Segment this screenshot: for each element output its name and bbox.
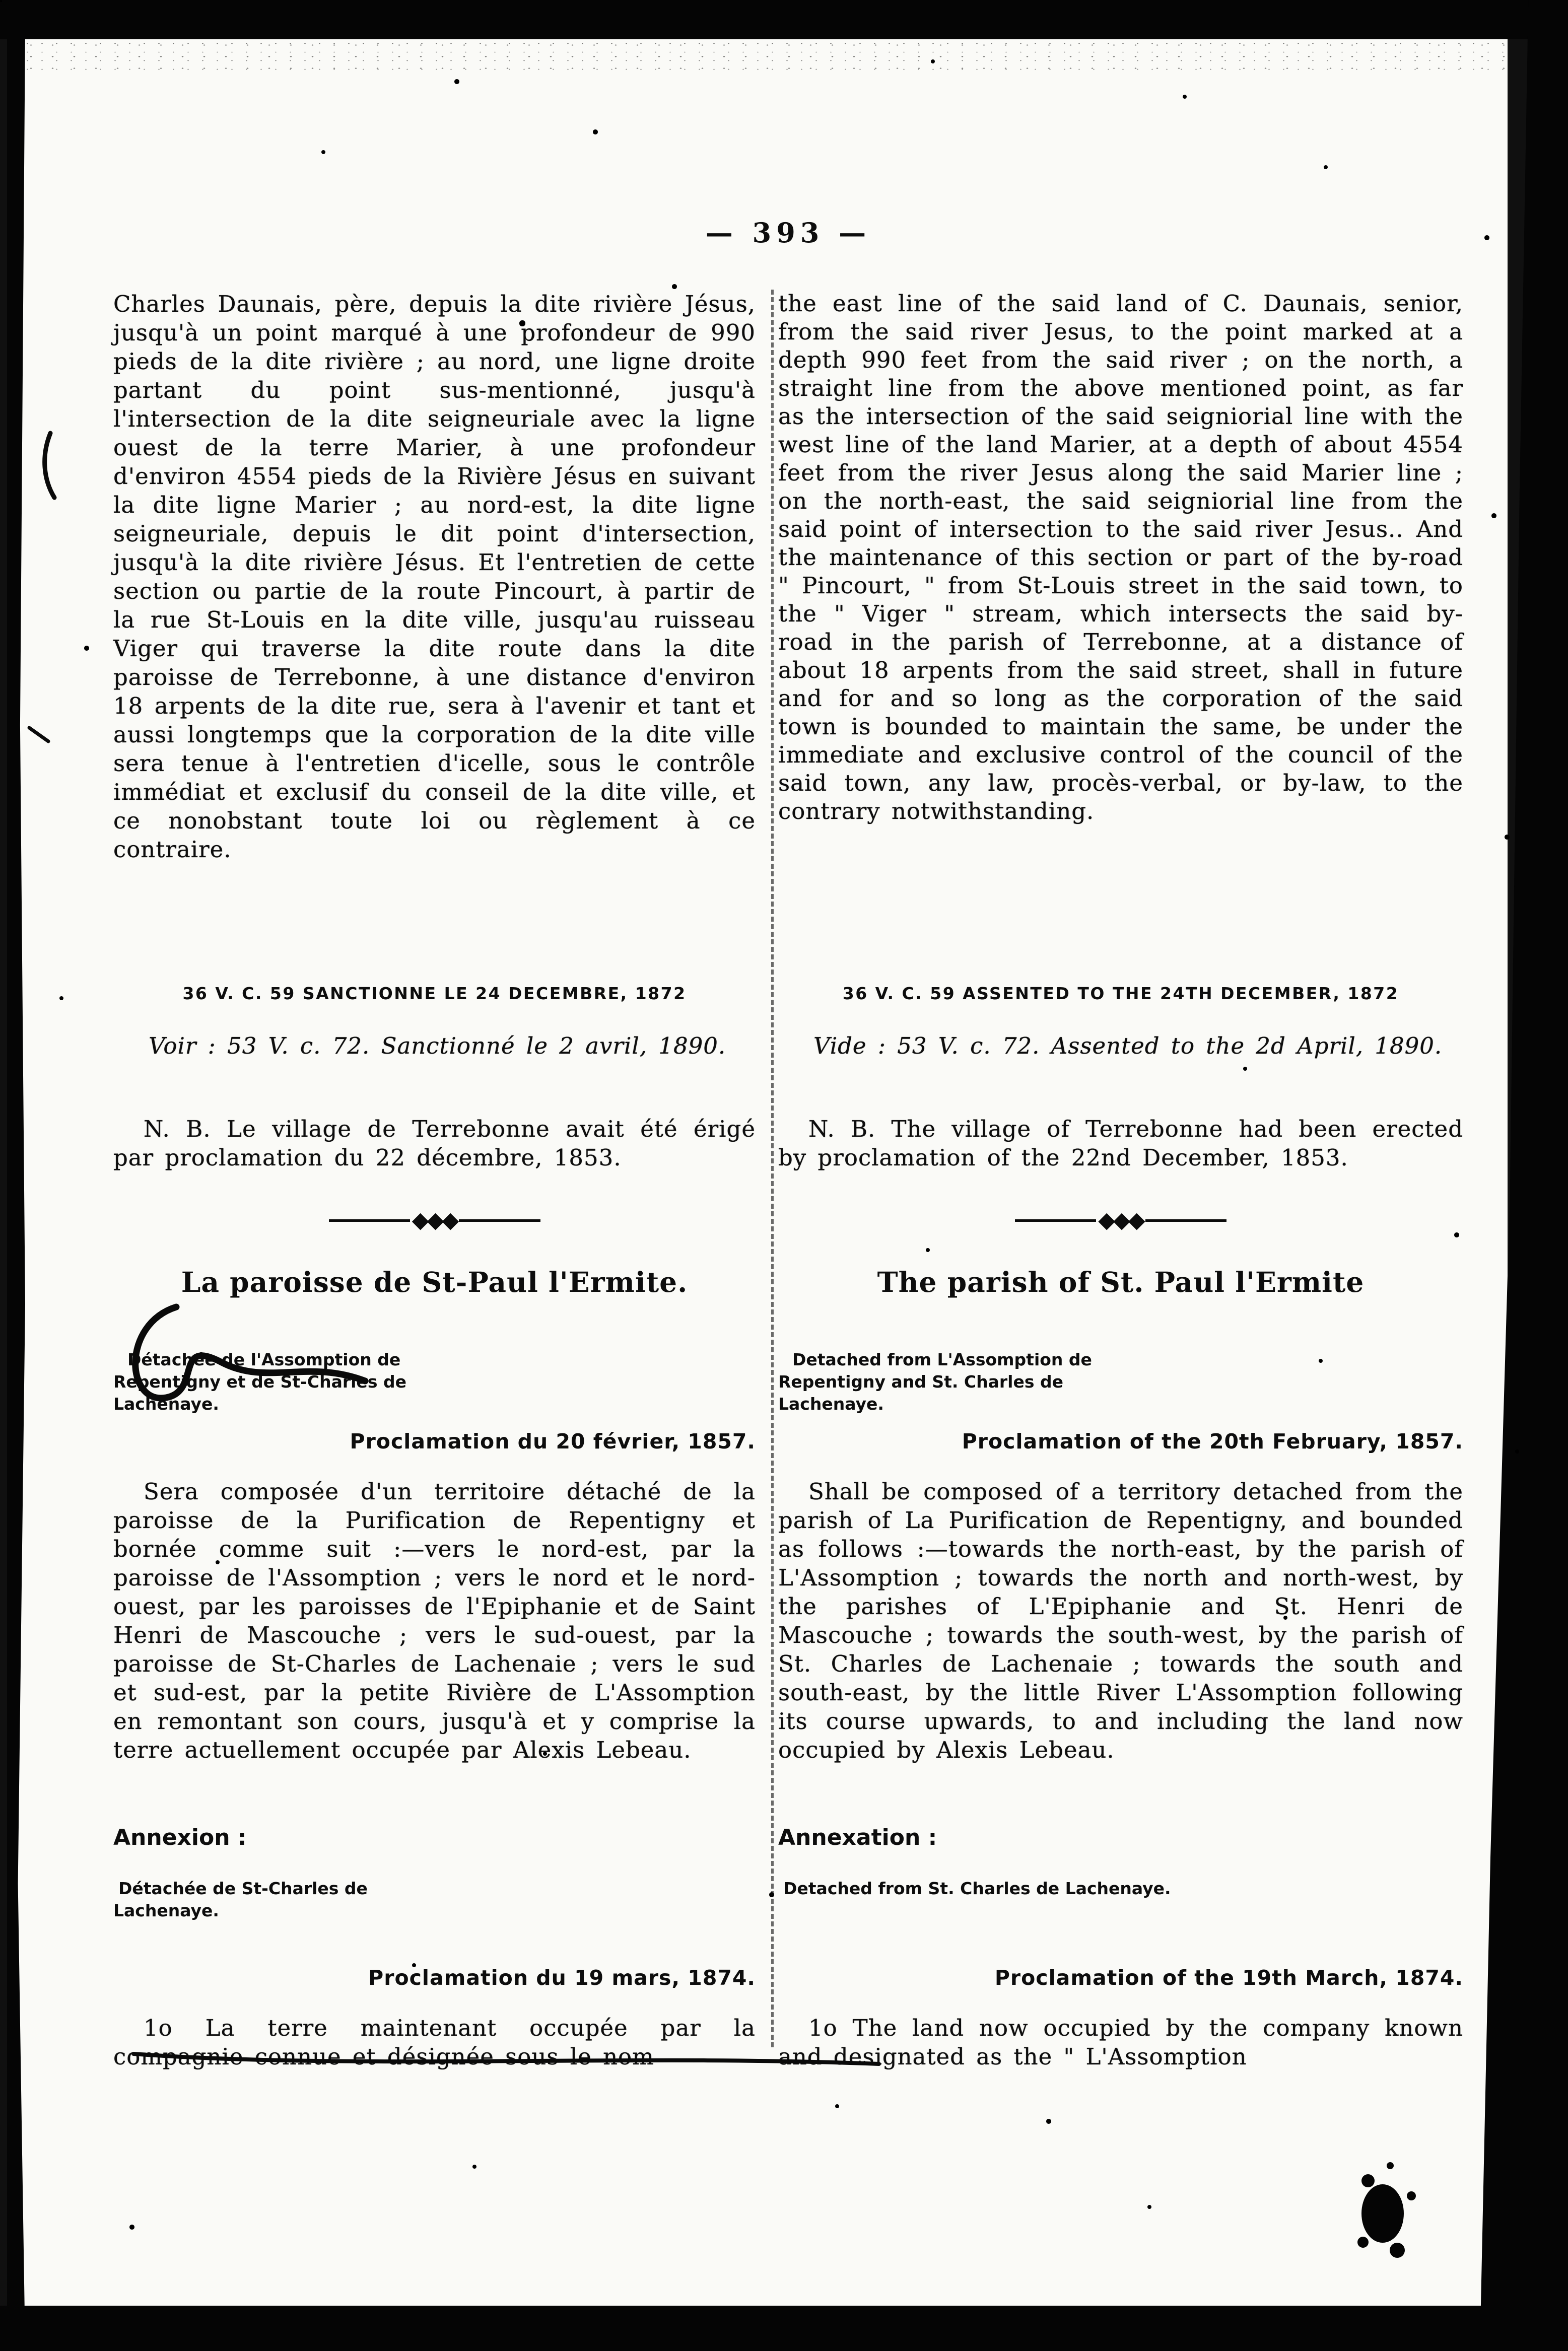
section-heading-fr: La paroisse de St-Paul l'Ermite. (181, 1266, 688, 1298)
detached-note-en: Detached from L'Assomption de Repentigny and St. Charles de Lachenaye. (778, 1350, 1092, 1414)
page-number: — 393 — (705, 217, 871, 249)
see-reference-en: Vide : 53 V. c. 72. Assented to the 2d April, 1890. (813, 1032, 1443, 1059)
annexation-proclamation-line-en: Proclamation of the 19th March, 1874. (994, 1966, 1463, 1990)
assent-line-fr: 36 V. C. 59 SANCTIONNE LE 24 DECEMBRE, 1872 (182, 984, 687, 1003)
section-heading-en: The parish of St. Paul l'Ermite (877, 1266, 1365, 1298)
scan-noise-band (20, 39, 1506, 75)
ornament-line-right (1145, 1219, 1226, 1222)
proclamation-line-fr: Proclamation du 20 février, 1857. (350, 1429, 756, 1454)
see-reference-fr: Voir : 53 V. c. 72. Sanctionné le 2 avril, 1890. (149, 1032, 726, 1059)
section-divider-ornament-fr (113, 1195, 756, 1246)
ornament-line-left (1015, 1219, 1096, 1222)
ornament-rule: ◆◆◆ (1015, 1219, 1226, 1222)
nb-note-fr: N. B. Le village de Terrebonne avait été érigé par proclamation du 22 décembre, 1853. (113, 1116, 756, 1171)
assent-line-en: 36 V. C. 59 ASSENTED TO THE 24TH DECEMBER, 1872 (842, 984, 1399, 1003)
detached-note-fr: Détachée de l'Assomption de Repentigny et de St-Charles de Lachenaye. (113, 1350, 406, 1414)
body-paragraph-en: Shall be composed of a territory detached from the parish of La Purification de Repentigny, and bounded as follows :—towards the north-east, by the parish of L'Assomption ; towards the north and north-west, by the parishes of L'Epiphanie and St. Henri de Mascouche ; towards the south-west, by the parish of St. Charles de Lachenaie ; towards the south and south-east, by the little River L'Assomption following its course upwards, to and including the land now occupied by Alexis Lebeau. (778, 1478, 1463, 1763)
proclamation-line-en: Proclamation of the 20th February, 1857. (962, 1429, 1463, 1454)
annexation-proclamation-line-fr: Proclamation du 19 mars, 1874. (368, 1966, 756, 1990)
ornament-rule: ◆◆◆ (329, 1219, 540, 1222)
annexation-detached-note-fr: Détachée de St-Charles de Lachenaye. (113, 1879, 368, 1920)
ornament-line-left (329, 1219, 410, 1222)
two-column-text (113, 290, 1463, 2071)
annexation-heading-en: Annexation : (778, 1825, 937, 1850)
scan-edge-bottom (0, 2306, 1568, 2351)
body-paragraph-fr: Sera composée d'un territoire détaché de la paroisse de la Purification de Repentigny et bornée comme suit :—vers le nord-est, par la paroisse de l'Assomption ; vers le nord et le nord-ouest, par les paroisses de l'Epiphanie et de Saint Henri de Mascouche ; vers le sud-ouest, par la paroisse de St-Charles de Lachenaie ; vers le sud et sud-est, par la petite Rivière de L'Assomption en remontant son cours, jusqu'à et y comprise la terre actuellement occupée par Alexis Lebeau. (113, 1478, 756, 1763)
nb-note-en: N. B. The village of Terrebonne had been erected by proclamation of the 22nd December, 1853. (778, 1116, 1463, 1171)
annexation-detached-note-en: Detached from St. Charles de Lachenaye. (783, 1879, 1171, 1898)
scan-dust-specks (0, 0, 2, 2)
section-divider-ornament-en (778, 1195, 1463, 1246)
paragraph-continuation-en: the east line of the said land of C. Daunais, senior, from the said river Jesus, to the point marked at a depth 990 feet from the said river ; on the north, a straight line from the above mentioned point, as far as the intersection of the said seigniorial line with the west line of the land Marier, at a depth of about 4554 feet from the river Jesus along the said Marier line ; on the north-east, the said seigniorial line from the said point of intersection to the said river Jesus.. And the maintenance of this section or part of the by-road " Pincourt, " from St-Louis street in the said town, to the " Viger " stream, which intersects the said by-road in the parish of Terrebonne, at a distance of about 18 arpents from the said street, shall in future and for and so long as the corporation of the said town is bounded to maintain the same, be under the immediate and exclusive control of the council of the said town, any law, procès-verbal, or by-law, to the contrary notwithstanding. (778, 290, 1463, 824)
annexation-heading-fr: Annexion : (113, 1825, 247, 1850)
column-french (113, 290, 756, 2071)
scan-edge-top (0, 0, 1568, 39)
annexation-paragraph-en: 1o The land now occupied by the company known and designated as the " L'Assomption (778, 2015, 1463, 2070)
paragraph-continuation-fr: Charles Daunais, père, depuis la dite rivière Jésus, jusqu'à un point marqué à une profondeur de 990 pieds de la dite rivière ; au nord, une ligne droite partant du point sus-mentionné, jusqu'à l'intersection de la dite seigneuriale avec la ligne ouest de la terre Marier, à une profondeur d'environ 4554 pieds de la Rivière Jésus en suivant la dite ligne Marier ; au nord-est, la dite ligne seigneuriale, depuis le dit point d'intersection, jusqu'à la dite rivière Jésus. Et l'entretien de cette section ou partie de la route Pincourt, à partir de la rue St-Louis en la dite ville, jusqu'au ruisseau Viger qui traverse la dite route dans la dite paroisse de Terrebonne, à une distance d'environ 18 arpents de la dite rue, sera à l'avenir et tant et aussi longtemps que la corporation de la dite ville sera tenue à l'entretien d'icelle, sous le contrôle immédiat et exclusif du conseil de la dite ville, et ce nonobstant toute loi ou règlement à ce contraire. (113, 291, 756, 863)
ornament-line-right (459, 1219, 540, 1222)
annexation-paragraph-fr: 1o La terre maintenant occupée par la compagnie connue et désignée sous le nom (113, 2015, 756, 2070)
column-english (778, 290, 1463, 2071)
